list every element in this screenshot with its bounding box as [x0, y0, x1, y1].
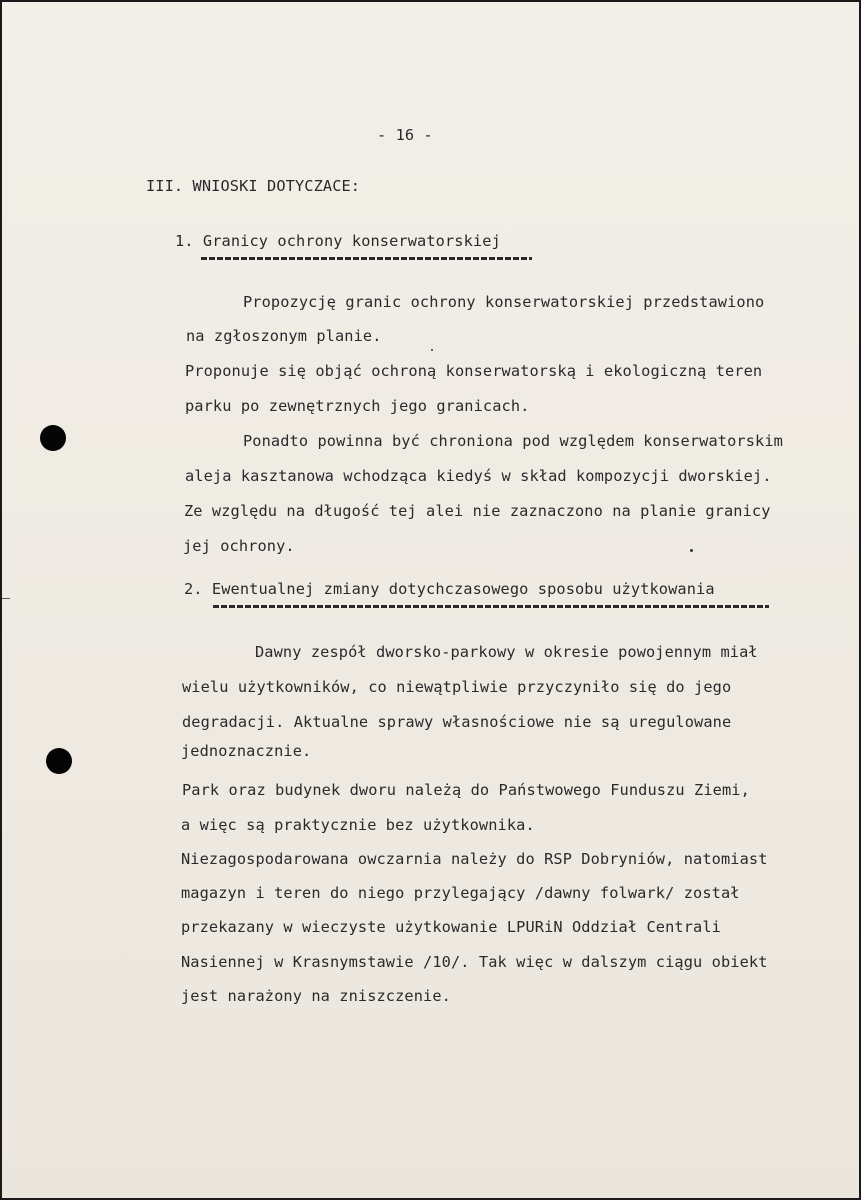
ink-speck: [690, 549, 693, 552]
s2-line-7: Niezagospodarowana owczarnia należy do RSP Dobryniów, natomiast: [181, 850, 768, 868]
margin-mark: [2, 598, 10, 599]
s2-line-6: a więc są praktycznie bez użytkownika.: [181, 816, 535, 834]
s2-line-4: jednoznacznie.: [181, 742, 312, 760]
subsection-1-underline: [201, 257, 532, 260]
section-heading: III. WNIOSKI DOTYCZACE:: [146, 177, 361, 195]
s2-line-10: Nasiennej w Krasnymstawie /10/. Tak więc w dalszym ciągu obiekt: [181, 953, 768, 971]
s2-line-5: Park oraz budynek dworu należą do Państwowego Funduszu Ziemi,: [182, 781, 750, 799]
s1-line-7: Ze względu na długość tej alei nie zaznaczono na planie granicy: [184, 502, 771, 520]
s2-line-11: jest narażony na zniszczenie.: [181, 987, 451, 1005]
subsection-1-title: 1. Granicy ochrony konserwatorskiej: [175, 232, 501, 250]
subsection-2-title: 2. Ewentualnej zmiany dotychczasowego sposobu użytkowania: [184, 580, 715, 598]
s1-line-8: jej ochrony.: [183, 537, 295, 555]
s2-line-8: magazyn i teren do niego przylegający /dawny folwark/ został: [181, 884, 740, 902]
s1-line-6: aleja kasztanowa wchodząca kiedyś w skład kompozycji dworskiej.: [185, 467, 772, 485]
s2-line-1: Dawny zespół dworsko-parkowy w okresie powojennym miał: [255, 643, 758, 661]
punch-hole-bottom: [46, 748, 72, 774]
s2-line-3: degradacji. Aktualne sprawy własnościowe nie są uregulowane: [182, 713, 732, 731]
ink-speck-small: [431, 349, 433, 351]
s2-line-9: przekazany w wieczyste użytkowanie LPURiN Oddział Centrali: [181, 918, 721, 936]
s1-line-5: Ponadto powinna być chroniona pod względem konserwatorskim: [243, 432, 783, 450]
s1-line-1: Propozycję granic ochrony konserwatorskiej przedstawiono: [243, 293, 765, 311]
subsection-2-underline: [213, 605, 769, 608]
s1-line-4: parku po zewnętrznych jego granicach.: [185, 397, 530, 415]
s1-line-2: na zgłoszonym planie.: [186, 327, 382, 345]
page-number: - 16 -: [377, 126, 433, 144]
s1-line-3: Proponuje się objąć ochroną konserwatorską i ekologiczną teren: [185, 362, 763, 380]
s2-line-2: wielu użytkowników, co niewątpliwie przyczyniło się do jego: [182, 678, 732, 696]
punch-hole-top: [40, 425, 66, 451]
